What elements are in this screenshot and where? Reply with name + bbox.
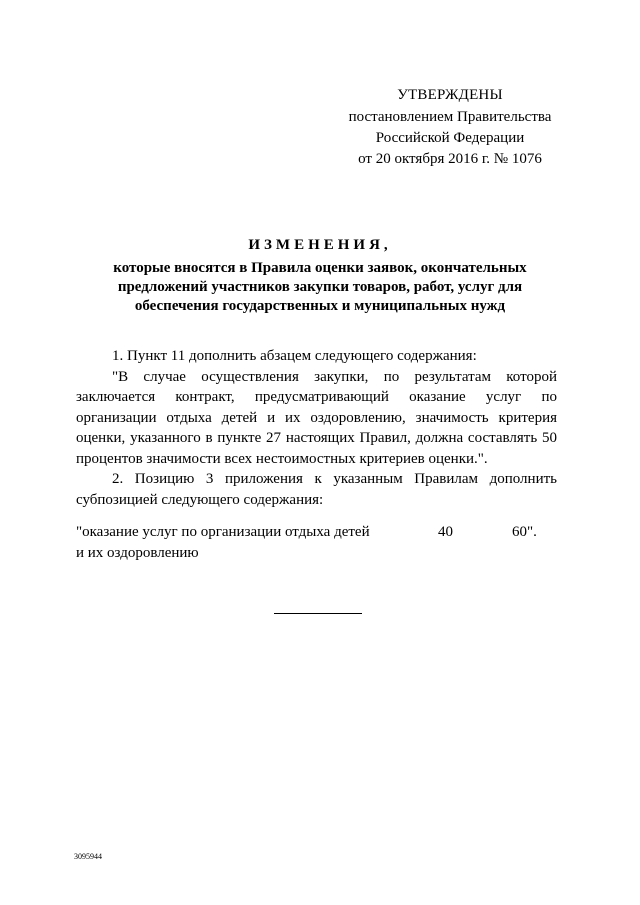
approval-line-2: Российской Федерации <box>375 130 525 146</box>
document-code: 3095944 <box>74 852 102 861</box>
approval-heading: УТВЕРЖДЕНЫ <box>397 87 503 103</box>
approval-line-3: от 20 октября 2016 г. № 1076 <box>358 151 542 167</box>
subposition-name: "оказание услуг по организации отдыха детей и их оздоровлению <box>76 524 370 561</box>
approval-stamp <box>340 85 560 170</box>
closing-rule <box>274 613 362 614</box>
paragraph-2: "В случае осуществления закупки, по результатам которой заключается контракт, предусматривающий оказание услуг по организации отдыха детей и их оздоровлению, значимость критерия оценки, указанного в пункте 27 настоящих Правил, должна составлять 50 процентов значимости всех нестоимостных критериев оценки.". <box>76 368 557 467</box>
title-line-2: предложений участников закупки товаров, работ, услуг для <box>117 279 523 295</box>
subposition-value-1: 40 <box>438 524 453 540</box>
document-title <box>70 236 570 316</box>
paragraph-1: 1. Пункт 11 дополнить абзацем следующего содержания: <box>112 348 477 364</box>
document-body <box>76 346 557 510</box>
title-line-3: обеспечения государственных и муниципальных нужд <box>134 298 506 314</box>
subposition-value-2: 60". <box>512 524 537 540</box>
subposition-row <box>76 522 557 566</box>
paragraph-3: 2. Позицию 3 приложения к указанным Правилам дополнить субпозицией следующего содержания: <box>76 471 557 508</box>
title-main: ИЗМЕНЕНИЯ, <box>248 237 392 253</box>
title-line-1: которые вносятся в Правила оценки заявок, окончательных <box>113 260 527 276</box>
approval-line-1: постановлением Правительства <box>348 109 552 125</box>
